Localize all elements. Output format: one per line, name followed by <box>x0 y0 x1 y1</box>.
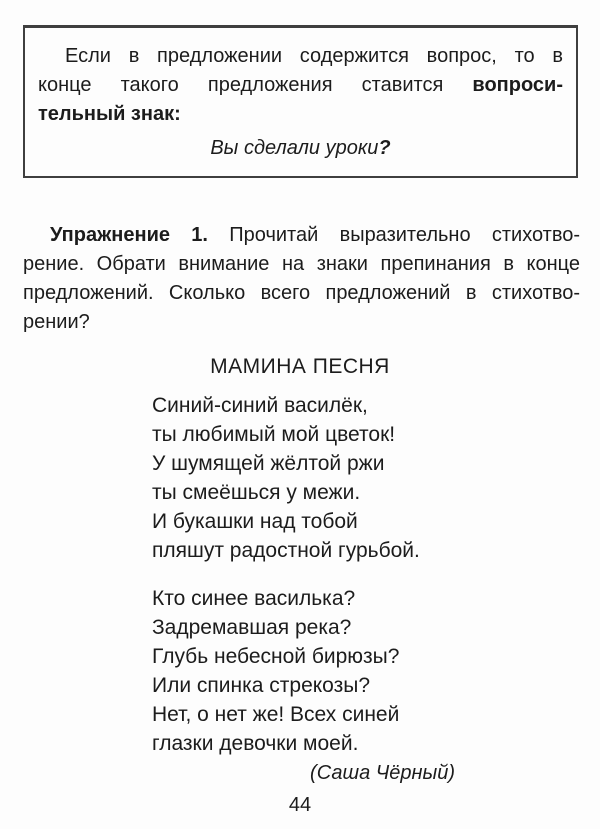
poem-line: Задремавшая река? <box>152 616 352 639</box>
poem-line: Или спинка стрекозы? <box>152 674 371 697</box>
poem-line: глазки девочки моей. <box>152 732 359 755</box>
poem-title: МАМИНА ПЕСНЯ <box>210 355 390 378</box>
rule-text-bold: вопроси- <box>472 74 563 96</box>
poem-line: ты любимый мой цветок! <box>152 423 396 446</box>
rule-line <box>38 100 563 129</box>
exercise-paragraph <box>23 221 580 337</box>
poem-line: У шумящей жёлтой ржи <box>152 452 385 475</box>
poem-line: Нет, о нет же! Всех синей <box>152 703 400 726</box>
poem-line: пляшут радостной гурьбой. <box>152 539 420 562</box>
poem-stanza-1 <box>152 391 455 565</box>
poem-line: И букашки над тобой <box>152 510 358 533</box>
exercise-text: Прочитай выразительно стихотво- <box>207 224 581 246</box>
exercise-text: рении? <box>23 311 90 333</box>
poem-line: Синий-синий василёк, <box>152 394 368 417</box>
rule-line <box>38 42 563 71</box>
exercise-text: рение. Обрати внимание на знаки препинания в конце <box>23 253 580 275</box>
exercise-label: Упражнение 1. <box>50 224 208 246</box>
rule-text-bold: тельный знак: <box>38 103 181 125</box>
example-text: Вы сделали уроки <box>210 137 379 159</box>
exercise-line <box>23 250 580 279</box>
poem <box>152 391 455 788</box>
page-number: 44 <box>288 794 312 816</box>
rule-line <box>38 71 563 100</box>
poem-line: Кто синее василька? <box>152 587 356 610</box>
exercise-line <box>23 279 580 308</box>
exercise-line <box>23 308 580 337</box>
exercise-text: предложений. Сколько всего предложений в стихотво- <box>23 282 580 304</box>
example-sentence <box>38 134 563 163</box>
poem-author: (Саша Чёрный) <box>310 762 455 784</box>
poem-line: ты смеёшься у межи. <box>152 481 361 504</box>
rule-box <box>23 25 578 178</box>
poem-stanza-2 <box>152 584 455 758</box>
rule-text: конце такого предложения ставится <box>38 74 473 96</box>
example-question-mark: ? <box>378 137 391 159</box>
poem-line: Глубь небесной бирюзы? <box>152 645 400 668</box>
exercise-line <box>23 221 580 250</box>
rule-text: Если в предложении содержится вопрос, то в <box>65 45 563 67</box>
